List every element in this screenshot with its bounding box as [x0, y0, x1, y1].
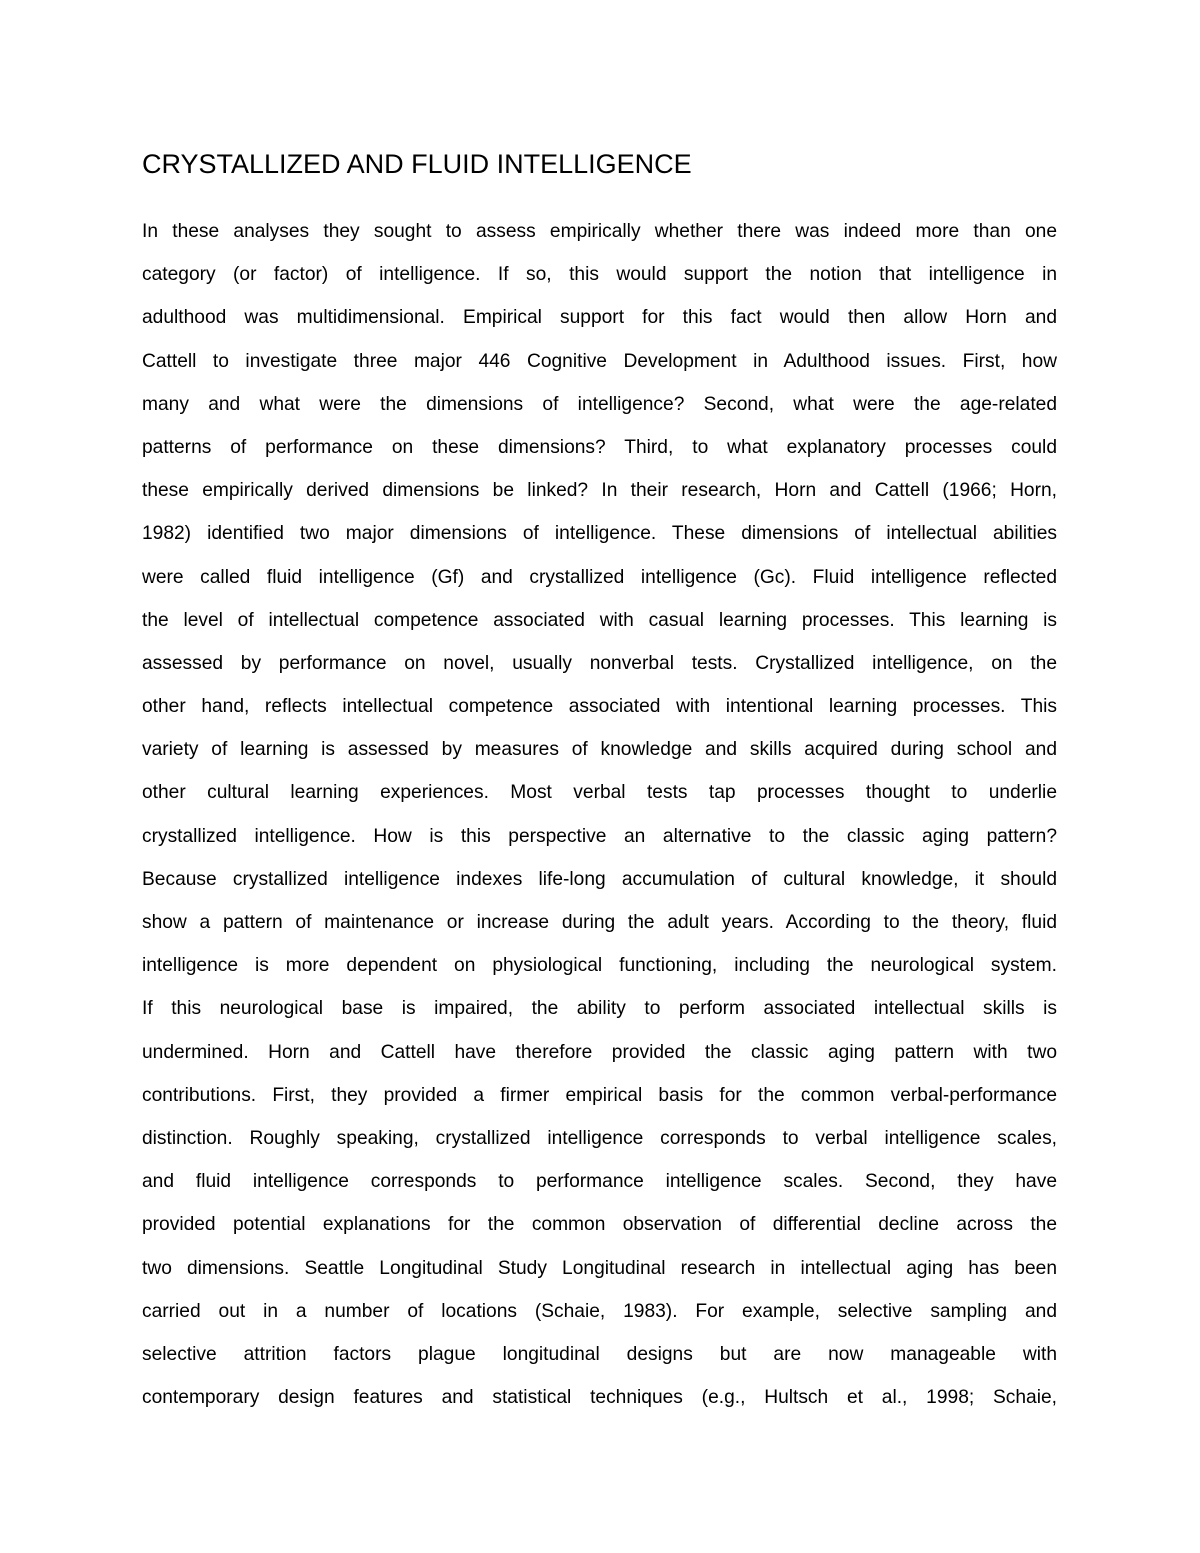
- body-line: 1982) identified two major dimensions of intelligence. These dimensions of intellectual abilities: [142, 523, 1057, 545]
- body-line: these empirically derived dimensions be linked? In their research, Horn and Cattell (1966; Horn,: [142, 480, 1057, 502]
- body-line: variety of learning is assessed by measures of knowledge and skills acquired during school and: [142, 739, 1057, 761]
- body-line: were called fluid intelligence (Gf) and crystallized intelligence (Gc). Fluid intelligence reflected: [142, 566, 1057, 588]
- body-line: carried out in a number of locations (Schaie, 1983). For example, selective sampling and: [142, 1300, 1057, 1322]
- body-line: Cattell to investigate three major 446 Cognitive Development in Adulthood issues. First, how: [142, 350, 1057, 372]
- body-line: many and what were the dimensions of intelligence? Second, what were the age-related: [142, 393, 1057, 415]
- body-line: undermined. Horn and Cattell have therefore provided the classic aging pattern with two: [142, 1041, 1057, 1063]
- body-line: the level of intellectual competence associated with casual learning processes. This learning is: [142, 609, 1057, 631]
- body-line: If this neurological base is impaired, the ability to perform associated intellectual skills is: [142, 998, 1057, 1020]
- document-title: CRYSTALLIZED AND FLUID INTELLIGENCE: [142, 149, 692, 179]
- document-body: [142, 210, 1057, 1419]
- body-line: assessed by performance on novel, usually nonverbal tests. Crystallized intelligence, on the: [142, 652, 1057, 674]
- body-line: patterns of performance on these dimensions? Third, to what explanatory processes could: [142, 436, 1057, 458]
- body-line: contemporary design features and statistical techniques (e.g., Hultsch et al., 1998; Schaie,: [142, 1387, 1057, 1409]
- body-line: category (or factor) of intelligence. If so, this would support the notion that intelligence in: [142, 264, 1057, 286]
- body-line: contributions. First, they provided a firmer empirical basis for the common verbal-performance: [142, 1084, 1057, 1106]
- body-line: and fluid intelligence corresponds to performance intelligence scales. Second, they have: [142, 1171, 1057, 1193]
- body-line: crystallized intelligence. How is this perspective an alternative to the classic aging pattern?: [142, 825, 1057, 847]
- body-line: two dimensions. Seattle Longitudinal Study Longitudinal research in intellectual aging has been: [142, 1257, 1057, 1279]
- body-line: In these analyses they sought to assess empirically whether there was indeed more than one: [142, 221, 1057, 242]
- body-line: selective attrition factors plague longitudinal designs but are now manageable with: [142, 1343, 1057, 1365]
- body-line: show a pattern of maintenance or increase during the adult years. According to the theory, fluid: [142, 912, 1057, 933]
- body-line: provided potential explanations for the common observation of differential decline across the: [142, 1214, 1057, 1236]
- body-line: other hand, reflects intellectual competence associated with intentional learning processes. This: [142, 696, 1057, 718]
- body-line: intelligence is more dependent on physiological functioning, including the neurological system.: [142, 955, 1057, 977]
- body-line: adulthood was multidimensional. Empirical support for this fact would then allow Horn and: [142, 307, 1057, 329]
- body-line: distinction. Roughly speaking, crystallized intelligence corresponds to verbal intelligence scales,: [142, 1127, 1057, 1149]
- body-line: other cultural learning experiences. Most verbal tests tap processes thought to underlie: [142, 782, 1057, 804]
- body-line: Because crystallized intelligence indexes life-long accumulation of cultural knowledge, it should: [142, 868, 1057, 890]
